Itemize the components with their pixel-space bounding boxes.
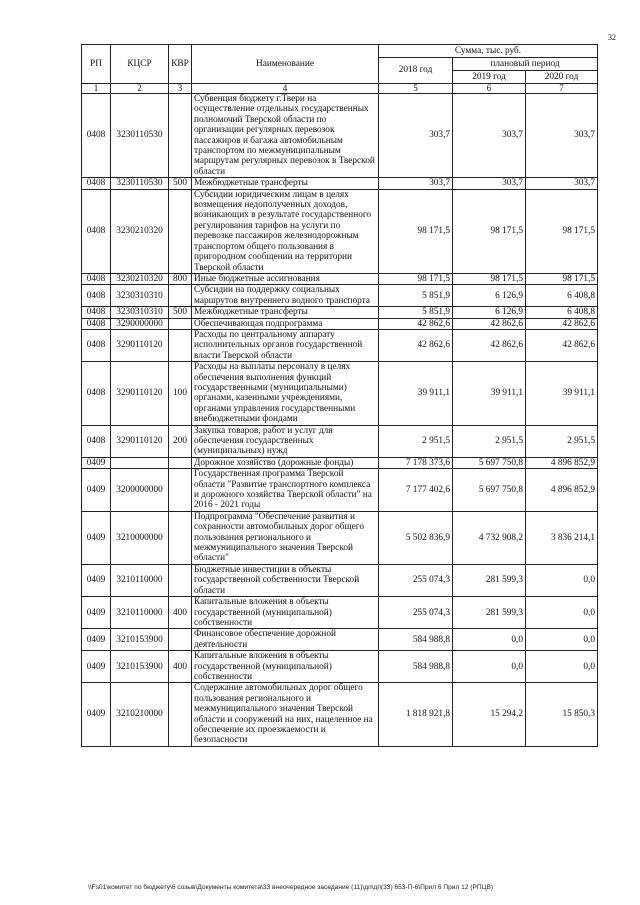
header-2018: 2018 год — [379, 58, 453, 84]
row-name: Государственная программа Тверской области "Развитие транспортного комплекса и дорожного хозяйства Тверской области" на 2016 - 2021 годы — [192, 469, 379, 512]
row-name: Субсидии юридическим лицам в целях возмещения недополученных доходов, возникающих в результате государственного регулирования тарифов на услуги по перевозке пассажиров железнодорожным транспортом общего пользования в пригородном сообщении на территории Тверской области — [192, 189, 379, 273]
row-amount-2018: 303,7 — [379, 94, 453, 178]
row-kcsr: 3290000000 — [111, 318, 169, 329]
row-kvr — [169, 683, 192, 746]
row-amount-2020: 0,0 — [526, 629, 598, 651]
row-kcsr: 3230310310 — [111, 307, 169, 318]
row-kcsr — [111, 457, 169, 468]
row-amount-2019: 39 911,1 — [453, 362, 526, 425]
row-amount-2020: 4 896 852,9 — [526, 469, 598, 512]
table-row — [82, 511, 598, 564]
row-rp: 0408 — [82, 425, 111, 457]
row-rp: 0408 — [82, 273, 111, 284]
column-number: 5 — [379, 84, 453, 94]
row-amount-2018: 7 177 402,6 — [379, 469, 453, 512]
row-kvr — [169, 457, 192, 468]
table-row — [82, 683, 598, 746]
row-rp: 0408 — [82, 178, 111, 189]
row-amount-2020: 6 408,8 — [526, 285, 598, 307]
row-amount-2019: 98 171,5 — [453, 189, 526, 273]
table-row — [82, 362, 598, 425]
row-amount-2020: 0,0 — [526, 597, 598, 629]
row-kcsr: 3210153900 — [111, 651, 169, 683]
row-amount-2018: 42 862,6 — [379, 318, 453, 329]
row-kvr — [169, 564, 192, 596]
row-amount-2019: 4 732 908,2 — [453, 511, 526, 564]
row-amount-2019: 6 126,9 — [453, 285, 526, 307]
row-amount-2019: 15 294,2 — [453, 683, 526, 746]
row-kvr: 100 — [169, 362, 192, 425]
row-name: Иные бюджетные ассигнования — [192, 273, 379, 284]
table-row — [82, 285, 598, 307]
header-2019: 2019 год — [453, 71, 526, 84]
row-name: Дорожное хозяйство (дорожные фонды) — [192, 457, 379, 468]
row-kvr: 500 — [169, 307, 192, 318]
row-rp: 0408 — [82, 285, 111, 307]
row-amount-2020: 4 896 852,9 — [526, 457, 598, 468]
row-kvr — [169, 94, 192, 178]
row-rp: 0409 — [82, 457, 111, 468]
row-name: Закупка товаров, работ и услуг для обеспечения государственных (муниципальных) нужд — [192, 425, 379, 457]
row-amount-2020: 0,0 — [526, 564, 598, 596]
row-amount-2019: 98 171,5 — [453, 273, 526, 284]
table-row — [82, 425, 598, 457]
row-amount-2018: 98 171,5 — [379, 189, 453, 273]
row-name: Субвенция бюджету г.Твери на осуществление отдельных государственных полномочий Тверской области по организации регулярных перевозок пассажиров и багажа автомобильным транспортом по межмуниципальным маршрутам регулярных перевозок в Тверской области — [192, 94, 379, 178]
row-amount-2018: 255 074,3 — [379, 597, 453, 629]
header-kvr: КВР — [169, 45, 192, 84]
row-rp: 0408 — [82, 329, 111, 361]
row-name: Расходы по центральному аппарату исполнительных органов государственной власти Тверской области — [192, 329, 379, 361]
row-name: Содержание автомобильных дорог общего пользования регионального и межмуниципального значения Тверской области и сооружений на них, нацеленное на обеспечение их проезжаемости и безопасности — [192, 683, 379, 746]
header-sum: Сумма, тыс. руб. — [379, 45, 598, 58]
column-number: 7 — [526, 84, 598, 94]
row-kcsr: 3290110120 — [111, 329, 169, 361]
row-amount-2020: 98 171,5 — [526, 273, 598, 284]
row-name: Межбюджетные трансферты — [192, 307, 379, 318]
row-kvr: 800 — [169, 273, 192, 284]
row-amount-2019: 0,0 — [453, 629, 526, 651]
row-name: Расходы на выплаты персоналу в целях обеспечения выполнения функций государственными (муниципальными) органами, казенными учреждениями, органами управления государственными внебюджетными фондами — [192, 362, 379, 425]
row-amount-2020: 6 408,8 — [526, 307, 598, 318]
row-amount-2019: 6 126,9 — [453, 307, 526, 318]
row-kcsr: 3210110000 — [111, 597, 169, 629]
row-amount-2019: 5 697 750,8 — [453, 457, 526, 468]
row-amount-2018: 255 074,3 — [379, 564, 453, 596]
row-amount-2019: 281 599,3 — [453, 597, 526, 629]
row-amount-2018: 1 818 921,8 — [379, 683, 453, 746]
header-planned: плановый период — [453, 58, 598, 71]
row-kvr — [169, 318, 192, 329]
table-row — [82, 273, 598, 284]
row-kcsr: 3210110000 — [111, 564, 169, 596]
header-kcsr: КЦСР — [111, 45, 169, 84]
column-number: 2 — [111, 84, 169, 94]
row-rp: 0408 — [82, 318, 111, 329]
row-kcsr: 3230210320 — [111, 273, 169, 284]
row-kvr — [169, 469, 192, 512]
row-kcsr: 3210210000 — [111, 683, 169, 746]
row-rp: 0408 — [82, 362, 111, 425]
row-amount-2019: 281 599,3 — [453, 564, 526, 596]
column-number: 3 — [169, 84, 192, 94]
row-rp: 0409 — [82, 651, 111, 683]
row-name: Подпрограмма "Обеспечение развития и сохранности автомобильных дорог общего пользования регионального и межмуниципального значения Тверской области" — [192, 511, 379, 564]
table-row — [82, 457, 598, 468]
row-amount-2019: 0,0 — [453, 651, 526, 683]
row-amount-2020: 2 951,5 — [526, 425, 598, 457]
row-amount-2018: 5 851,9 — [379, 307, 453, 318]
file-path-footer: \\Fs01\комитет по бюджету\6 созыв\Документы комитета\33 внеочередное заседание (11)\дп\дп(33) 653-П-6\Прил 6 Прил 12 (РПЦВ) — [88, 884, 494, 891]
header-2020: 2020 год — [526, 71, 598, 84]
row-amount-2018: 584 988,8 — [379, 651, 453, 683]
table-row — [82, 318, 598, 329]
row-amount-2019: 2 951,5 — [453, 425, 526, 457]
row-kvr: 400 — [169, 651, 192, 683]
table-row — [82, 329, 598, 361]
row-name: Обеспечивающая подпрограмма — [192, 318, 379, 329]
header-rp: РП — [82, 45, 111, 84]
row-kcsr: 3230110530 — [111, 178, 169, 189]
row-kcsr: 3230110530 — [111, 94, 169, 178]
row-name: Капитальные вложения в объекты государственной (муниципальной) собственности — [192, 597, 379, 629]
row-rp: 0409 — [82, 469, 111, 512]
column-number: 6 — [453, 84, 526, 94]
row-rp: 0409 — [82, 683, 111, 746]
row-amount-2019: 303,7 — [453, 94, 526, 178]
table-row — [82, 651, 598, 683]
row-kvr — [169, 329, 192, 361]
row-amount-2018: 7 178 373,6 — [379, 457, 453, 468]
row-amount-2018: 584 988,8 — [379, 629, 453, 651]
row-rp: 0409 — [82, 597, 111, 629]
row-amount-2020: 303,7 — [526, 178, 598, 189]
row-amount-2020: 0,0 — [526, 651, 598, 683]
row-name: Межбюджетные трансферты — [192, 178, 379, 189]
table-row — [82, 469, 598, 512]
row-amount-2019: 42 862,6 — [453, 318, 526, 329]
row-kvr — [169, 285, 192, 307]
row-kvr: 200 — [169, 425, 192, 457]
page-number: 32 — [608, 33, 616, 42]
row-rp: 0408 — [82, 307, 111, 318]
row-amount-2020: 15 850,3 — [526, 683, 598, 746]
budget-table — [81, 44, 598, 747]
row-rp: 0408 — [82, 94, 111, 178]
table-row — [82, 189, 598, 273]
row-kvr — [169, 629, 192, 651]
row-amount-2020: 303,7 — [526, 94, 598, 178]
row-amount-2018: 98 171,5 — [379, 273, 453, 284]
row-kvr: 500 — [169, 178, 192, 189]
row-amount-2020: 3 836 214,1 — [526, 511, 598, 564]
column-number: 4 — [192, 84, 379, 94]
table-row — [82, 94, 598, 178]
row-kvr — [169, 189, 192, 273]
row-amount-2018: 5 851,9 — [379, 285, 453, 307]
row-kvr — [169, 511, 192, 564]
row-amount-2018: 5 502 836,9 — [379, 511, 453, 564]
row-kcsr: 3230310310 — [111, 285, 169, 307]
column-numbers-row — [82, 84, 598, 94]
row-amount-2018: 303,7 — [379, 178, 453, 189]
row-amount-2020: 98 171,5 — [526, 189, 598, 273]
table-row — [82, 629, 598, 651]
table-row — [82, 564, 598, 596]
row-kcsr: 3230210320 — [111, 189, 169, 273]
row-amount-2018: 2 951,5 — [379, 425, 453, 457]
row-name: Субсидии на поддержку социальных маршрутов внутреннего водного транспорта — [192, 285, 379, 307]
row-amount-2018: 42 862,6 — [379, 329, 453, 361]
row-amount-2019: 303,7 — [453, 178, 526, 189]
column-number: 1 — [82, 84, 111, 94]
table-row — [82, 307, 598, 318]
row-amount-2019: 5 697 750,8 — [453, 469, 526, 512]
row-kcsr: 3290110120 — [111, 425, 169, 457]
row-kvr: 400 — [169, 597, 192, 629]
row-rp: 0409 — [82, 511, 111, 564]
table-row — [82, 178, 598, 189]
row-name: Капитальные вложения в объекты государственной (муниципальной) собственности — [192, 651, 379, 683]
row-rp: 0409 — [82, 564, 111, 596]
row-rp: 0408 — [82, 189, 111, 273]
row-amount-2020: 42 862,6 — [526, 318, 598, 329]
row-amount-2019: 42 862,6 — [453, 329, 526, 361]
row-name: Финансовое обеспечение дорожной деятельности — [192, 629, 379, 651]
row-name: Бюджетные инвестиции в объекты государственной собственности Тверской области — [192, 564, 379, 596]
row-amount-2018: 39 911,1 — [379, 362, 453, 425]
row-kcsr: 3210153900 — [111, 629, 169, 651]
row-kcsr: 3200000000 — [111, 469, 169, 512]
row-rp: 0409 — [82, 629, 111, 651]
row-amount-2020: 39 911,1 — [526, 362, 598, 425]
row-kcsr: 3290110120 — [111, 362, 169, 425]
table-row — [82, 597, 598, 629]
row-amount-2020: 42 862,6 — [526, 329, 598, 361]
header-name: Наименование — [192, 45, 379, 84]
row-kcsr: 3210000000 — [111, 511, 169, 564]
